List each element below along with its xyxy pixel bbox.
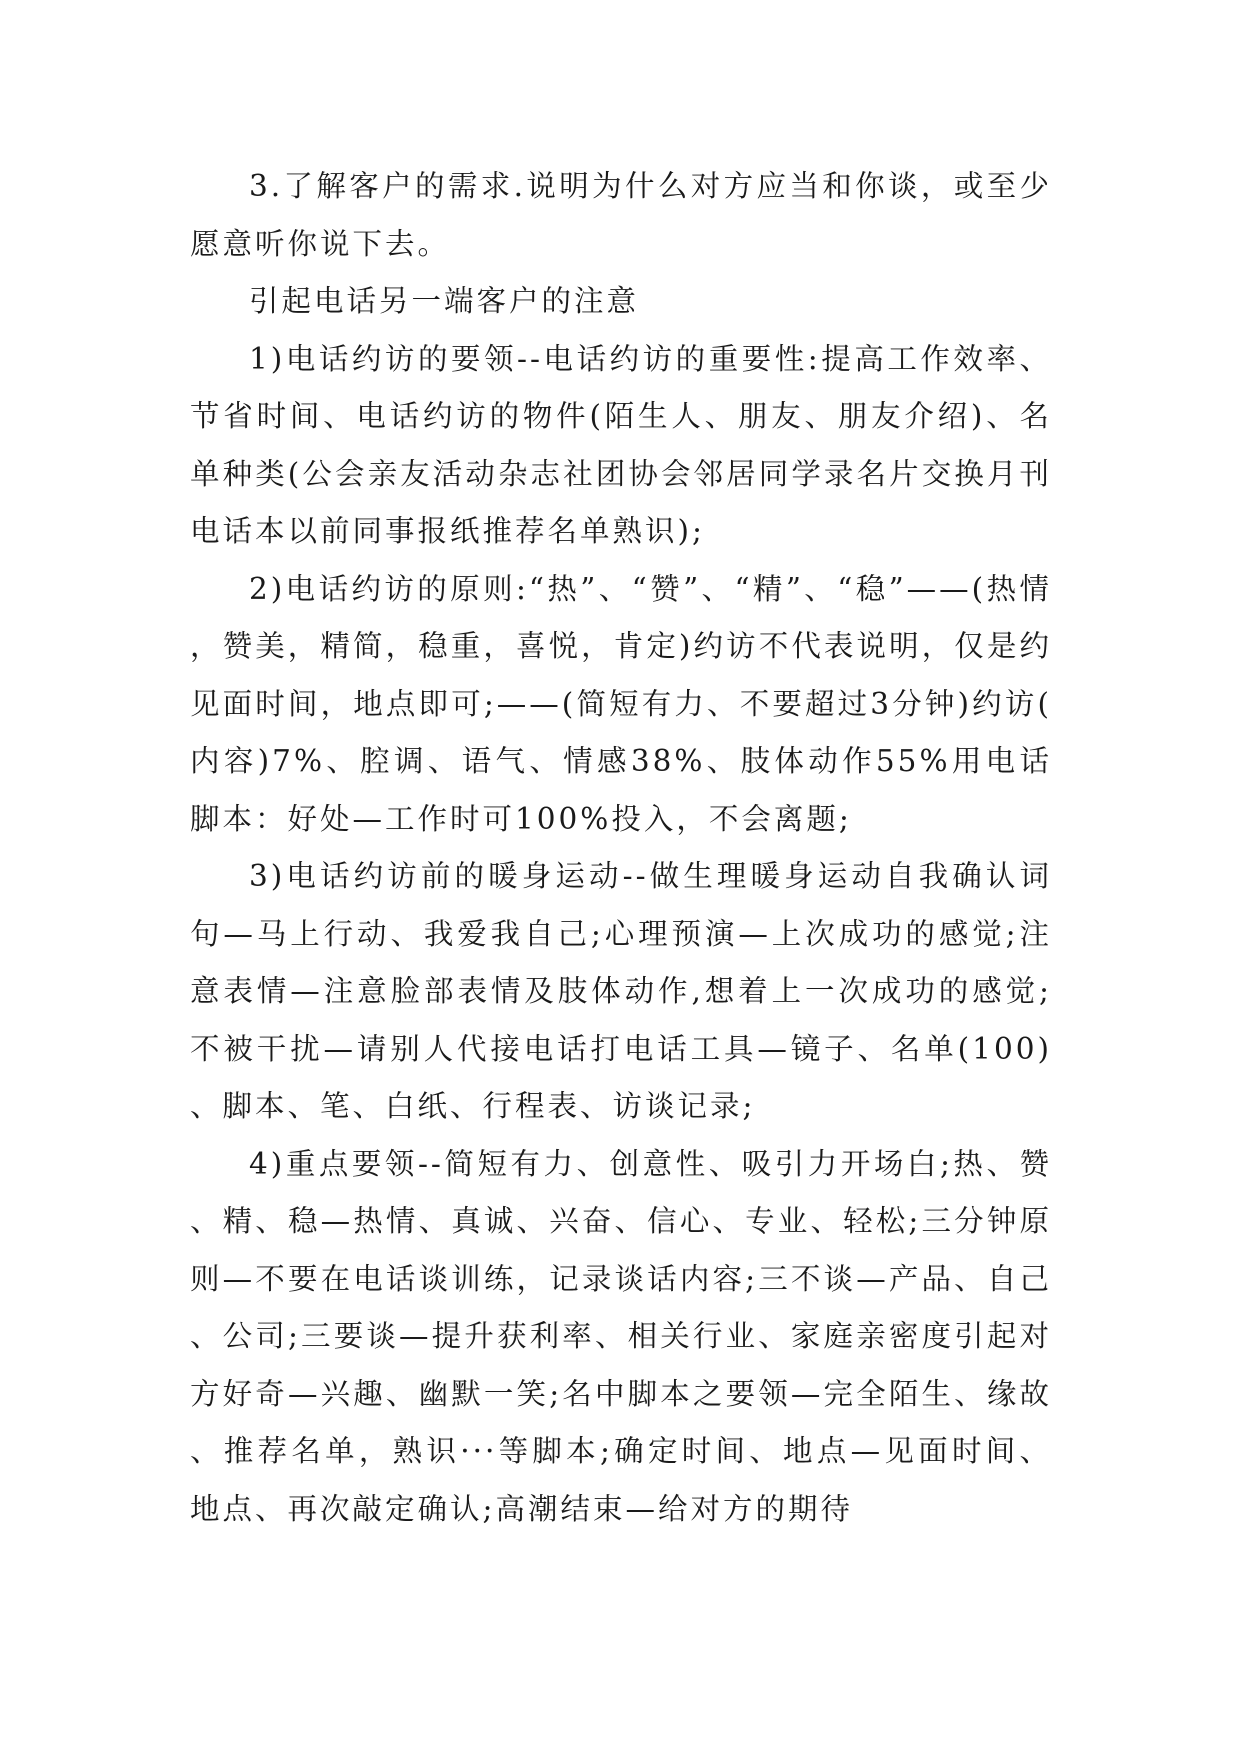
paragraph-customer-needs: 3.了解客户的需求.说明为什么对方应当和你谈，或至少愿意听你说下去。 [190,169,1052,261]
paragraph-key-points: 4)重点要领--简短有力、创意性、吸引力开场白;热、赞、精、稳—热情、真诚、兴奋、信心、专业、轻松;三分钟原则—不要在电话谈训练，记录谈话内容;三不谈—产品、自己、公司;三要谈—提升获利率、相关行业、家庭亲密度引起对方好奇—兴趣、幽默一笑;名中脚本之要领—完全陌生、缘故、推荐名单，熟识···等脚本;确定时间、地点—见面时间、地点、再次敲定确认;高潮结束—给对方的期待 [190,1146,1052,1526]
paragraph-phone-appointment-principles: 2)电话约访的原则:“热”、“赞”、“精”、“稳”——(热情，赞美，精简，稳重，喜悦，肯定)约访不代表说明，仅是约见面时间，地点即可;——(简短有力、不要超过3分钟)约访(内容)7%、腔调、语气、情感38%、肢体动作55%用电话脚本：好处—工作时可100%投入，不会离题; [190,571,1052,836]
document-body [190,158,1052,1538]
paragraph-warm-up-exercises: 3)电话约访前的暖身运动--做生理暖身运动自我确认词句—马上行动、我爱我自己;心理预演—上次成功的感觉;注意表情—注意脸部表情及肢体动作,想着上一次成功的感觉;不被干扰—请别人代接电话打电话工具—镜子、名单(100)、脚本、笔、白纸、行程表、访谈记录; [190,859,1052,1123]
paragraph-attract-attention: 引起电话另一端客户的注意 [249,284,640,318]
paragraph-phone-appointment-essentials: 1)电话约访的要领--电话约访的重要性:提高工作效率、节省时间、电话约访的物件(陌生人、朋友、朋友介绍)、名单种类(公会亲友活动杂志社团协会邻居同学录名片交换月刊电话本以前同事报纸推荐名单熟识); [190,341,1052,548]
